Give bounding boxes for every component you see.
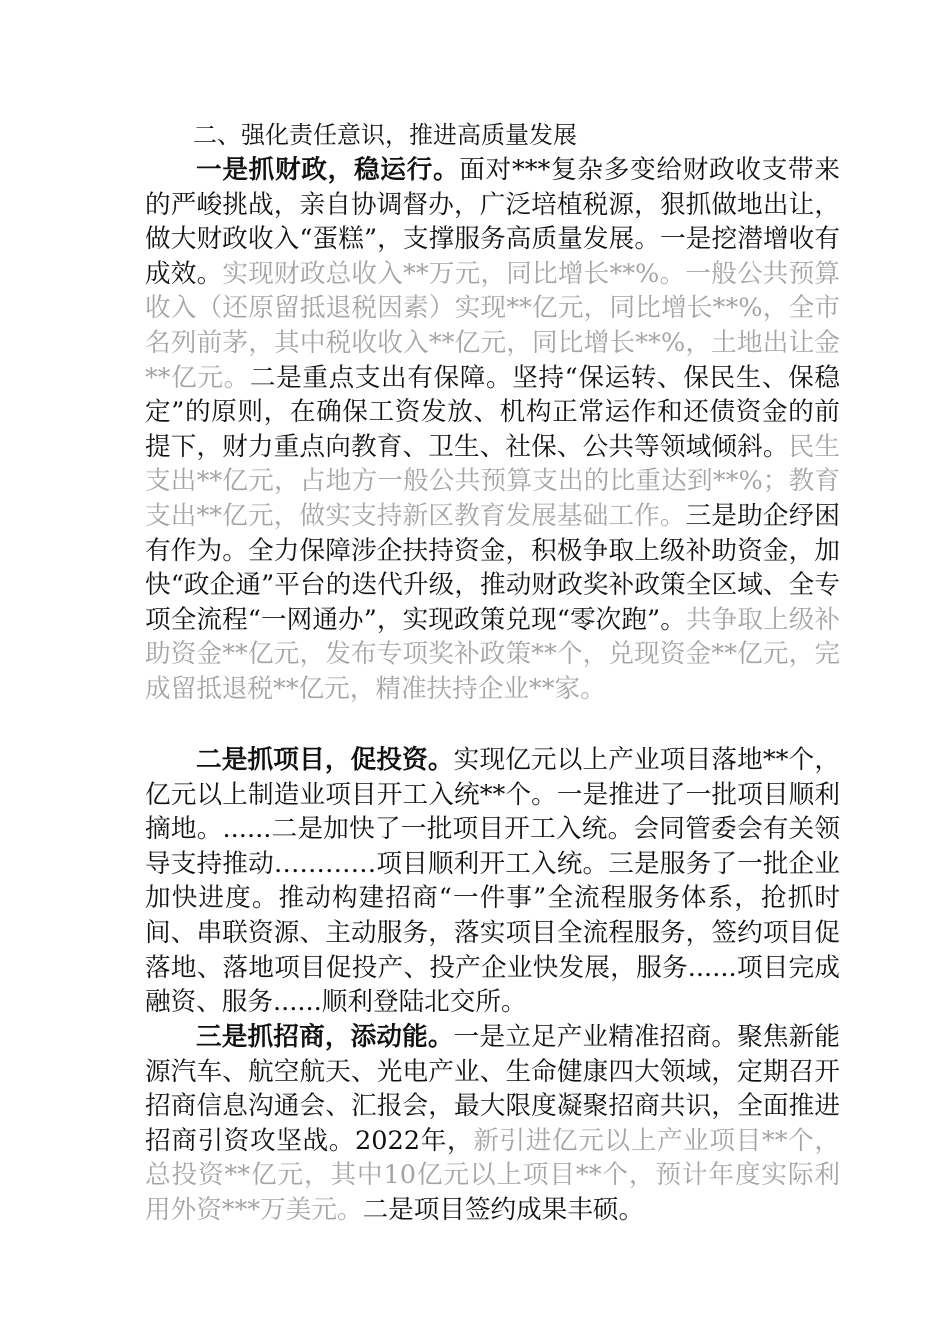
- fiscal-text-2: 二是重点支出有保障。坚持“保运转、保民生、保稳定”的原则，在确保工资发放、机构正常运作和还债资金的前提下，财力重点向教育、卫生、社保、公共等领域倾斜。: [145, 362, 840, 462]
- fiscal-muted-2: 民生支出**亿元，占地方一般公共预算支出的比重达到**%；教育支出**亿元，做实支持新区教育发展基础工作。: [145, 431, 840, 531]
- investment-text-2: 二是项目签约成果丰硕。: [362, 1194, 645, 1225]
- fiscal-text-3: 三是助企纾困有作为。全力保障涉企扶持资金，积极争取上级补助资金，加快“政企通”平台的迭代升级，推动财政奖补政策全区域、全专项全流程“一网通办”，实现政策兑现“零次跑”。: [145, 500, 840, 635]
- section-heading: 二、强化责任意识，推进高质量发展: [193, 121, 577, 149]
- fiscal-text-1: 面对***复杂多变给财政收支带来的严峻挑战，亲自协调督办，广泛培植税源，狠抓做地出让，做大财政收入“蛋糕”，支撑服务高质量发展。一是挖潜增收有成效。: [145, 155, 840, 289]
- paragraph-projects: [145, 743, 840, 1020]
- investment-lead: 三是抓招商，添动能。: [196, 1022, 454, 1052]
- fiscal-lead: 一是抓财政，稳运行。: [196, 155, 460, 185]
- investment-muted-1: 新引进亿元以上产业项目**个，总投资**亿元，其中10亿元以上项目**个，预计年度实际利用外资***万美元。: [145, 1125, 840, 1225]
- investment-text-1: 一是立足产业精准招商。聚焦新能源汽车、航空航天、光电产业、生命健康四大领域，定期召开招商信息沟通会、汇报会，最大限度凝聚招商共识，全面推进招商引资攻坚战。2022年，: [145, 1022, 840, 1156]
- projects-lead: 二是抓项目，促投资。: [196, 745, 454, 775]
- paragraph-fiscal: [145, 153, 840, 707]
- fiscal-muted-1: 实现财政总收入**万元，同比增长**%。一般公共预算收入（还原留抵退税因素）实现**亿元，同比增长**%，全市名列前茅，其中税收收入**亿元，同比增长**%，土地出让金**亿元。: [145, 258, 840, 393]
- paragraph-investment: [145, 1020, 840, 1228]
- projects-text: 实现亿元以上产业项目落地**个，亿元以上制造业项目开工入统**个。一是推进了一批项目顺利摘地。......二是加快了一批项目开工入统。会同管委会有关领导支持推动…………项目顺利开工入统。三是服务了一批企业加快进度。推动构建招商“一件事”全流程服务体系，抢抓时间、串联资源、主动服务，落实项目全流程服务，签约项目促落地、落地项目促投产、投产企业快发展，服务......项目完成融资、服务......顺利登陆北交所。: [145, 745, 840, 1018]
- fiscal-muted-3: 共争取上级补助资金**亿元，发布专项奖补政策**个，兑现资金**亿元，完成留抵退税**亿元，精准扶持企业**家。: [145, 604, 840, 704]
